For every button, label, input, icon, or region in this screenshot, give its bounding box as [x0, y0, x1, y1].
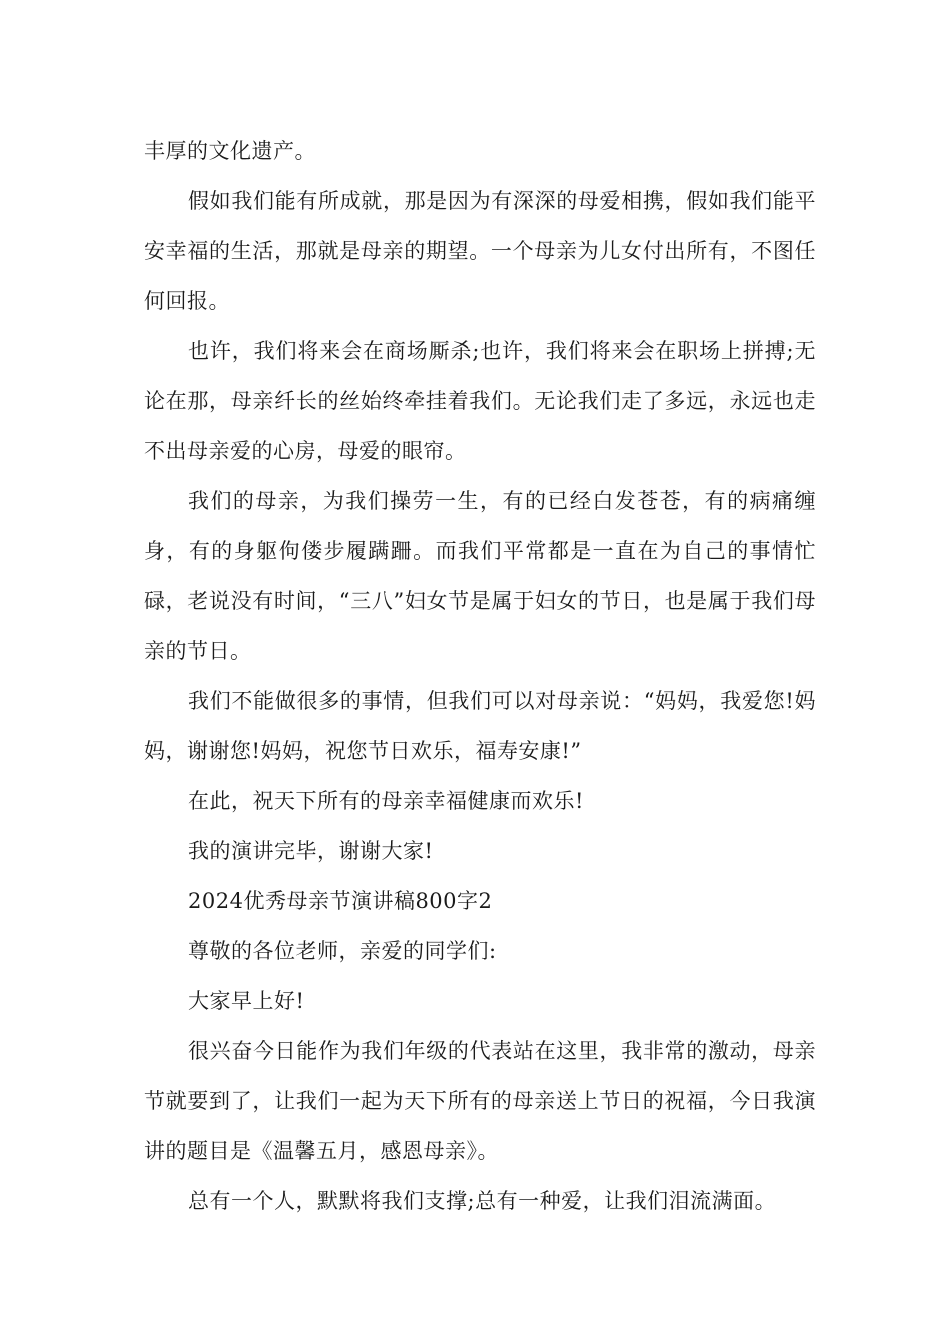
paragraph-4: 我们的母亲，为我们操劳一生，有的已经白发苍苍，有的病痛缠身，有的身躯佝偻步履蹒跚。而我们平常都是一直在为自己的事情忙碌，老说没有时间，“三八”妇女节是属于妇女的节日，也是属于我们母亲的节日。	[144, 489, 816, 663]
greeting: 大家早上好!	[188, 989, 305, 1013]
paragraph-7: 我的演讲完毕，谢谢大家!	[188, 839, 434, 863]
paragraph-3: 也许，我们将来会在商场厮杀;也许，我们将来会在职场上拼搏;无论在那，母亲纤长的丝始终牵挂着我们。无论我们走了多远，永远也走不出母亲爱的心房，母爱的眼帘。	[144, 339, 816, 463]
salutation: 尊敬的各位老师，亲爱的同学们:	[188, 939, 497, 963]
paragraph-6: 在此，祝天下所有的母亲幸福健康而欢乐!	[188, 789, 584, 813]
paragraph-12: 总有一个人，默默将我们支撑;总有一种爱，让我们泪流满面。	[188, 1189, 777, 1213]
paragraph-1: 丰厚的文化遗产。	[144, 139, 316, 163]
paragraph-5: 我们不能做很多的事情，但我们可以对母亲说：“妈妈，我爱您!妈妈，谢谢您!妈妈，祝您节日欢乐，福寿安康!”	[144, 689, 816, 763]
paragraph-11: 很兴奋今日能作为我们年级的代表站在这里，我非常的激动，母亲节就要到了，让我们一起为天下所有的母亲送上节日的祝福，今日我演讲的题目是《温馨五月，感恩母亲》。	[144, 1039, 816, 1163]
section-heading: 2024优秀母亲节演讲稿800字2	[188, 889, 493, 913]
document-body	[144, 126, 816, 1226]
paragraph-2: 假如我们能有所成就，那是因为有深深的母爱相携，假如我们能平安幸福的生活，那就是母亲的期望。一个母亲为儿女付出所有，不图任何回报。	[144, 189, 816, 313]
